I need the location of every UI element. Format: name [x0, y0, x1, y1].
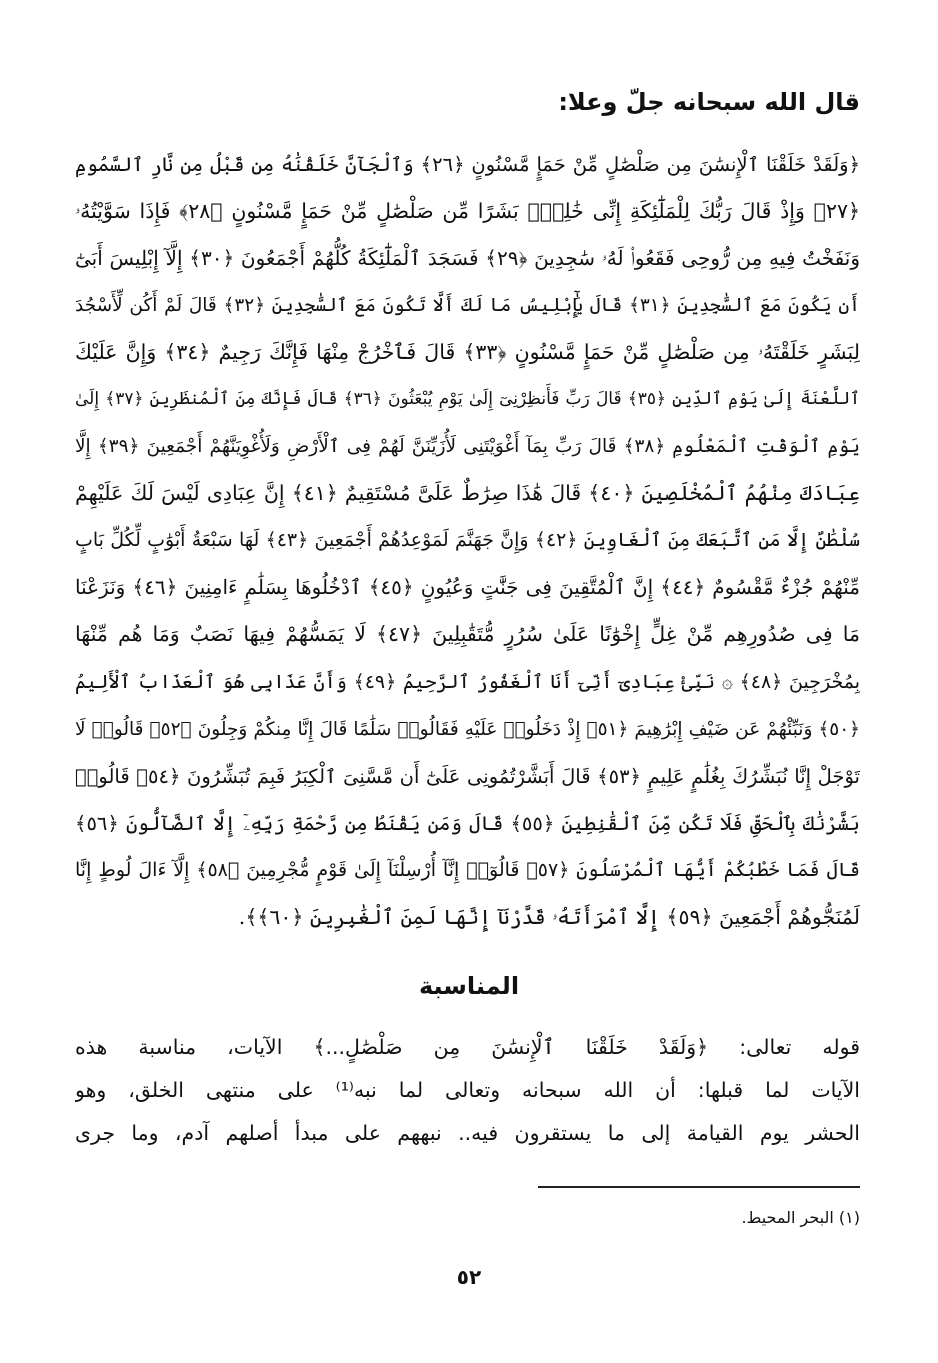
verse-line: عِبَادَكَ مِنْهُمُ ٱلْمُخْلَصِينَ ﴿٤٠﴾ قَالَ هَٰذَا صِرَٰطٌ عَلَىَّ مُسْتَقِيمٌ ﴿٤١﴾ إِنَّ عِبَادِى لَيْسَ لَكَ عَلَيْهِمْ — [75, 481, 860, 506]
verse-line: ﴿٢٧﴾ وَإِذْ قَالَ رَبُّكَ لِلْمَلَٰٓئِكَةِ إِنِّى خَٰلِقٌۢ بَشَرًا مِّن صَلْصَٰلٍ مِّنْ حَمَإٍ مَّسْنُونٍ ﴿٢٨﴾ فَإِذَا سَوَّيْتُهُۥ — [75, 199, 860, 224]
verse-line: أَن يَكُونَ مَعَ ٱلسَّٰجِدِينَ ﴿٣١﴾ قَالَ يَٰٓإِبْلِيسُ مَا لَكَ أَلَّا تَكُونَ مَعَ ٱلسَّٰجِدِينَ ﴿٣٢﴾ قَالَ لَمْ أَكُن لِّأَسْجُدَ — [75, 295, 860, 317]
body-line: الآيات لما قبلها: أن الله سبحانه وتعالى لما نبه⁽¹⁾ على منتهى الخلق، وهو — [75, 1078, 860, 1102]
verse-line: لَمُنَجُّوهُمْ أَجْمَعِينَ ﴿٥٩﴾ إِلَّا ٱمْرَأَتَهُۥ قَدَّرْنَآ إِنَّهَا لَمِنَ ٱلْغَٰبِرِينَ ﴿٦٠﴾﴾. — [238, 904, 860, 929]
verse-line: وَنَفَخْتُ فِيهِ مِن رُّوحِى فَقَعُوا۟ لَهُۥ سَٰجِدِينَ ﴿٢٩﴾ فَسَجَدَ ٱلْمَلَٰٓئِكَةُ كُلُّهُمْ أَجْمَعُونَ ﴿٣٠﴾ إِلَّآ إِبْلِيسَ أَبَىٰٓ — [75, 246, 860, 271]
verse-line: مَا فِى صُدُورِهِم مِّنْ غِلٍّ إِخْوَٰنًا عَلَىٰ سُرُرٍ مُّتَقَٰبِلِينَ ﴿٤٧﴾ لَا يَمَسُّهُمْ فِيهَا نَصَبٌ وَمَا هُم مِّنْهَا — [75, 622, 860, 647]
intro-heading: قال الله سبحانه جلّ وعلا: — [558, 88, 860, 116]
verse-line: قَالَ فَمَا خَطْبُكُمْ أَيُّهَا ٱلْمُرْسَلُونَ ﴿٥٧﴾ قَالُوٓا۟ إِنَّآ أُرْسِلْنَآ إِلَىٰ قَوْمٍ مُّجْرِمِينَ ﴿٥٨﴾ إِلَّآ ءَالَ لُوطٍ إِنَّا — [75, 858, 860, 881]
section-heading: المناسبة — [418, 972, 520, 1000]
quran-verses-block — [75, 141, 860, 941]
verse-line: يَوْمِ ٱلْوَقْتِ ٱلْمَعْلُومِ ﴿٣٨﴾ قَالَ رَبِّ بِمَآ أَغْوَيْتَنِى لَأُزَيِّنَنَّ لَهُمْ فِى ٱلْأَرْضِ وَلَأُغْوِيَنَّهُمْ أَجْمَعِينَ ﴿٣٩﴾ إِلَّا — [75, 436, 860, 458]
verse-line: سُلْطَٰنٌ إِلَّا مَنِ ٱتَّبَعَكَ مِنَ ٱلْغَاوِينَ ﴿٤٢﴾ وَإِنَّ جَهَنَّمَ لَمَوْعِدُهُمْ أَجْمَعِينَ ﴿٤٣﴾ لَهَا سَبْعَةُ أَبْوَٰبٍ لِّكُلِّ بَابٍ — [75, 529, 860, 552]
verse-line: ﴿٥٠﴾ وَنَبِّئْهُمْ عَن ضَيْفِ إِبْرَٰهِيمَ ﴿٥١﴾ إِذْ دَخَلُوا۟ عَلَيْهِ فَقَالُوا۟ سَلَٰمًا قَالَ إِنَّا مِنكُمْ وَجِلُونَ ﴿٥٢﴾ قَالُوا۟ لَا — [75, 718, 860, 740]
verse-line: بِمُخْرَجِينَ ﴿٤٨﴾ ۞ نَبِّئْ عِبَادِىٓ أَنِّىٓ أَنَا ٱلْغَفُورُ ٱلرَّحِيمُ ﴿٤٩﴾ وَأَنَّ عَذَابِى هُوَ ٱلْعَذَابُ ٱلْأَلِيمُ — [75, 670, 860, 693]
verse-line: ٱللَّعْنَةَ إِلَىٰ يَوْمِ ٱلدِّينِ ﴿٣٥﴾ قَالَ رَبِّ فَأَنظِرْنِىٓ إِلَىٰ يَوْمِ يُبْعَثُونَ ﴿٣٦﴾ قَالَ فَإِنَّكَ مِنَ ٱلْمُنظَرِينَ ﴿٣٧﴾ إِلَىٰ — [75, 389, 860, 410]
verse-line: تَوْجَلْ إِنَّا نُبَشِّرُكَ بِغُلَٰمٍ عَلِيمٍ ﴿٥٣﴾ قَالَ أَبَشَّرْتُمُونِى عَلَىٰٓ أَن مَّسَّنِىَ ٱلْكِبَرُ فَبِمَ تُبَشِّرُونَ ﴿٥٤﴾ قَالُوا۟ — [75, 764, 860, 788]
verse-line: بَشَّرْنَٰكَ بِٱلْحَقِّ فَلَا تَكُن مِّنَ ٱلْقَٰنِطِينَ ﴿٥٥﴾ قَالَ وَمَن يَقْنَطُ مِن رَّحْمَةِ رَبِّهِۦٓ إِلَّا ٱلضَّآلُّونَ ﴿٥٦﴾ — [75, 811, 860, 835]
page-number: ٥٢ — [456, 1265, 482, 1289]
body-paragraph — [75, 1026, 860, 1155]
footnote: (١) البحر المحيط. — [741, 1208, 860, 1227]
body-line: قوله تعالى: ﴿وَلَقَدْ خَلَقْنَا ٱلْإِنسَٰنَ مِن صَلْصَٰلٍ...﴾ الآيات، مناسبة هذه — [75, 1035, 860, 1059]
verse-line: ﴿وَلَقَدْ خَلَقْنَا ٱلْإِنسَٰنَ مِن صَلْصَٰلٍ مِّنْ حَمَإٍ مَّسْنُونٍ ﴿٢٦﴾ وَٱلْجَآنَّ خَلَقْنَٰهُ مِن قَبْلُ مِن نَّارِ ٱلسَّمُومِ — [75, 153, 860, 176]
verse-line: مِّنْهُمْ جُزْءٌ مَّقْسُومٌ ﴿٤٤﴾ إِنَّ ٱلْمُتَّقِينَ فِى جَنَّٰتٍ وَعُيُونٍ ﴿٤٥﴾ ٱدْخُلُوهَا بِسَلَٰمٍ ءَامِنِينَ ﴿٤٦﴾ وَنَزَعْنَا — [75, 575, 860, 600]
body-line: الحشر يوم القيامة إلى ما يستقرون فيه.. نبههم على مبدأ أصلهم آدم، وما جرى — [75, 1121, 860, 1145]
footnote-separator — [538, 1186, 860, 1188]
verse-line: لِبَشَرٍ خَلَقْتَهُۥ مِن صَلْصَٰلٍ مِّنْ حَمَإٍ مَّسْنُونٍ ﴿٣٣﴾ قَالَ فَٱخْرُجْ مِنْهَا فَإِنَّكَ رَجِيمٌ ﴿٣٤﴾ وَإِنَّ عَلَيْكَ — [75, 340, 860, 365]
